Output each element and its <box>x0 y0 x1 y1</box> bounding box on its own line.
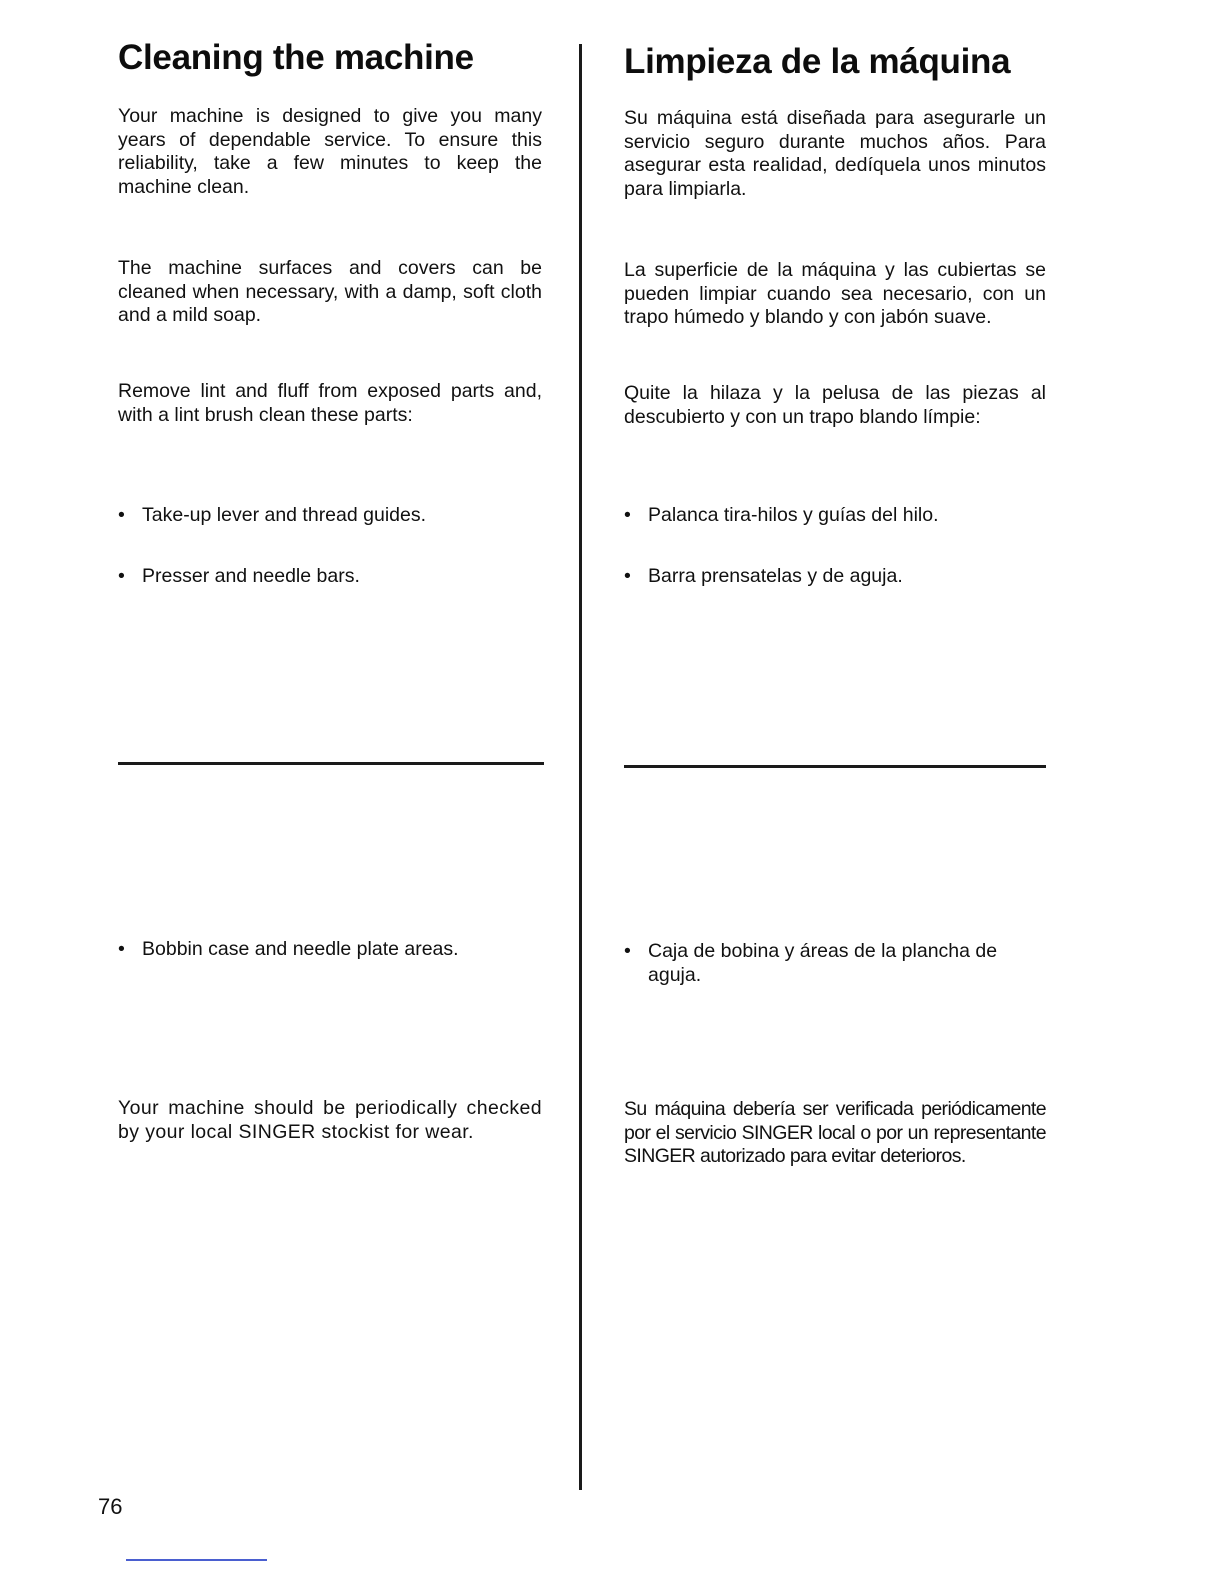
maintenance-paragraph: Your machine should be periodically checked by your local SINGER stockist for wear. <box>118 1097 542 1143</box>
list-item <box>118 565 542 589</box>
lint-paragraph: Quite la hilaza y la pelusa de las piezas al descubierto y con un trapo blando límpie: <box>624 382 1046 428</box>
list-item <box>118 938 542 962</box>
list-item-text: Caja de bobina y áreas de la plancha de aguja. <box>648 940 998 986</box>
bullet-icon: • <box>624 940 631 962</box>
bullet-icon: • <box>624 565 631 587</box>
page-number: 76 <box>98 1494 123 1519</box>
lint-paragraph: Remove lint and fluff from exposed parts and, with a lint brush clean these parts: <box>118 380 542 426</box>
list-item-text: Palanca tira-hilos y guías del hilo. <box>648 504 939 526</box>
horizontal-rule <box>118 762 544 765</box>
list-item <box>624 565 1048 589</box>
bullet-icon: • <box>118 565 125 587</box>
list-item-text: Bobbin case and needle plate areas. <box>142 938 459 960</box>
bullet-icon: • <box>118 938 125 960</box>
bullet-icon: • <box>624 504 631 526</box>
list-item <box>624 504 1048 528</box>
list-item-text: Barra prensatelas y de aguja. <box>648 565 903 587</box>
page-title-spanish: Limpieza de la máquina <box>624 42 1011 81</box>
surfaces-paragraph: La superficie de la máquina y las cubiertas se pueden limpiar cuando sea necesario, con un trapo húmedo y blando y con jabón suave. <box>624 259 1046 328</box>
footer-mark <box>126 1559 267 1561</box>
intro-paragraph: Your machine is designed to give you many years of dependable service. To ensure this reliability, take a few minutes to keep the machine clean. <box>118 105 542 198</box>
horizontal-rule <box>624 765 1046 768</box>
list-item-text: Take-up lever and thread guides. <box>142 504 427 526</box>
bullet-icon: • <box>118 504 125 526</box>
intro-paragraph: Su máquina está diseñada para asegurarle un servicio seguro durante muchos años. Para asegurar esta realidad, dedíquela unos minutos para limpiarla. <box>624 107 1046 200</box>
list-item <box>624 940 1048 987</box>
surfaces-paragraph: The machine surfaces and covers can be cleaned when necessary, with a damp, soft cloth and a mild soap. <box>118 257 542 326</box>
maintenance-paragraph: Su máquina debería ser verificada periódicamente por el servicio SINGER local o por un representante SINGER autorizado para evitar deterioros. <box>624 1098 1046 1167</box>
list-item <box>118 504 542 528</box>
list-item-text: Presser and needle bars. <box>142 565 360 587</box>
column-divider <box>579 44 582 1490</box>
page-title: Cleaning the machine <box>118 38 474 77</box>
